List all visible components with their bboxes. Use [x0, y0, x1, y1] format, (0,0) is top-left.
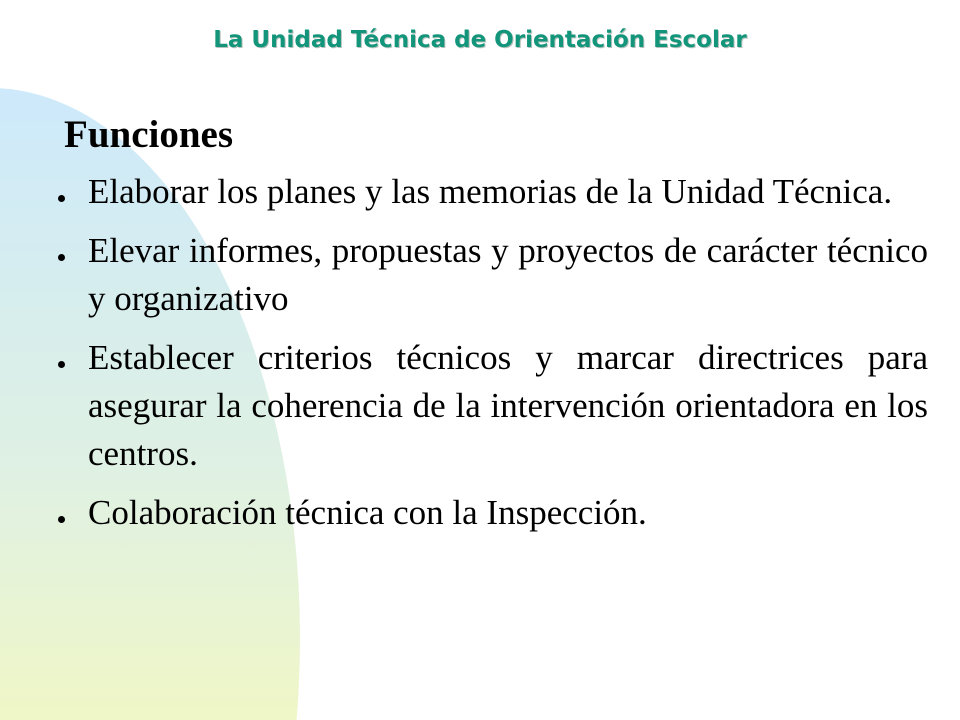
bullet-text: Establecer criterios técnicos y marcar directrices para asegurar la coherencia de la intervención orientadora en los centros. [88, 338, 928, 473]
bullet-dot-icon [58, 195, 65, 202]
bullet-dot-icon [58, 254, 65, 261]
bullet-text: Colaboración técnica con la Inspección. [88, 493, 647, 532]
bullet-item [50, 334, 928, 478]
section-title: Funciones [64, 113, 234, 156]
slide-header-title: La Unidad Técnica de Orientación Escolar [213, 27, 747, 53]
bullet-text: Elevar informes, propuestas y proyectos de carácter técnico y organizativo [88, 231, 928, 318]
bullet-text: Elaborar los planes y las memorias de la Unidad Técnica. [88, 172, 893, 211]
bullet-item [50, 168, 928, 216]
bullet-item [50, 227, 928, 323]
bullet-dot-icon [58, 516, 65, 523]
bullet-dot-icon [58, 361, 65, 368]
bullet-item [50, 489, 928, 537]
bullet-list [50, 168, 928, 548]
